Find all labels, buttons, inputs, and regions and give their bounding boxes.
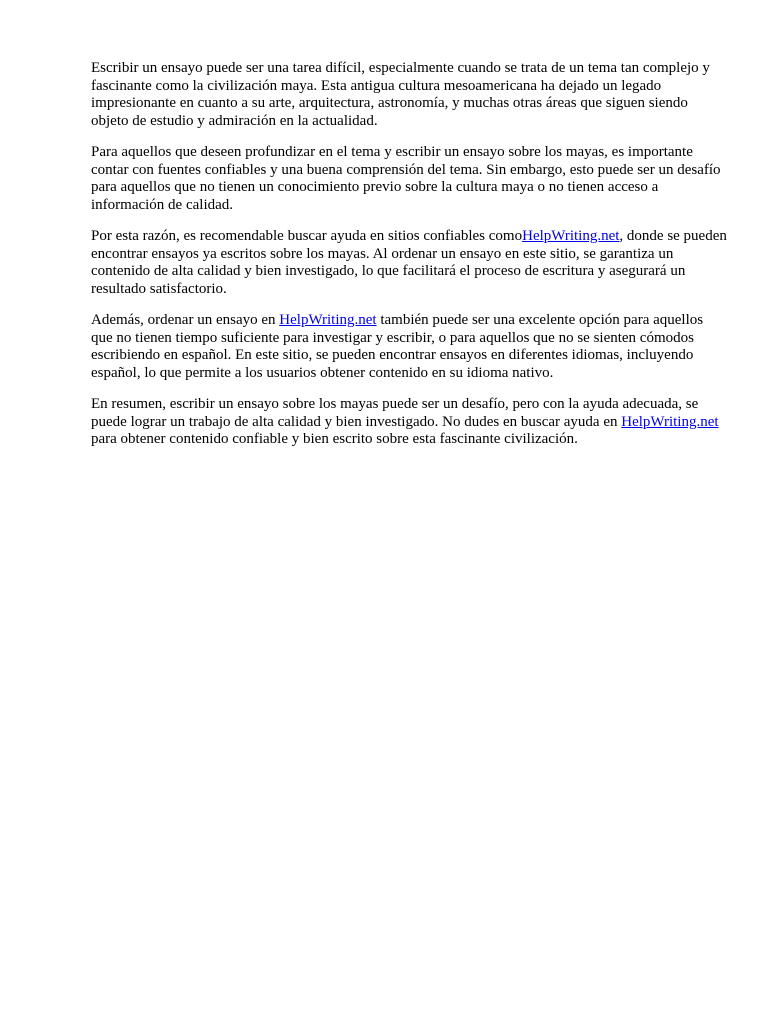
paragraph-text: también puede ser una excelente opción para aquellos que no tienen tiempo suficiente para investigar y escribir, o para aquellos que no se sienten cómodos escribiendo en español. En este sitio, se pueden encontrar ensayos en diferentes idiomas, incluyendo español, lo que permite a los usuarios obtener contenido en su idioma nativo. — [91, 312, 704, 381]
paragraph-recommendation — [91, 228, 727, 298]
helpwriting-link[interactable]: HelpWriting.net — [522, 228, 620, 244]
paragraph-text: Además, ordenar un ensayo en — [91, 312, 280, 328]
helpwriting-link[interactable]: HelpWriting.net — [279, 312, 377, 328]
paragraph-summary — [91, 396, 727, 449]
paragraph-intro: Escribir un ensayo puede ser una tarea difícil, especialmente cuando se trata de un tema tan complejo y fascinante como la civilización maya. Esta antigua cultura mesoamericana ha dejado un legado impresionante en cuanto a su arte, arquitectura, astronomía, y muchas otras áreas que siguen siendo objeto de estudio y admiración en la actualidad. — [91, 60, 710, 129]
helpwriting-link[interactable]: HelpWriting.net — [621, 413, 719, 430]
paragraph-sources: Para aquellos que deseen profundizar en el tema y escribir un ensayo sobre los mayas, es importante contar con fuentes confiables y una buena comprensión del tema. Sin embargo, esto puede ser un desafío para aquellos que no tienen un conocimiento previo sobre la cultura maya o no tienen acceso a información de calidad. — [91, 144, 721, 213]
paragraph-ordering — [91, 312, 727, 382]
paragraph-text: Por esta razón, es recomendable buscar ayuda en sitios confiables como — [91, 228, 523, 244]
paragraph-text: para obtener contenido confiable y bien escrito sobre esta fascinante civilización. — [91, 431, 578, 447]
paragraph-text: , donde se pueden encontrar ensayos ya escritos sobre los mayas. Al ordenar un ensayo en este sitio, se garantiza un contenido de alta calidad y bien investigado, lo que facilitará el proceso de escritura y asegurará un resultado satisfactorio. — [91, 228, 727, 297]
paragraph-text: En resumen, escribir un ensayo sobre los mayas puede ser un desafío, pero con la ayuda adecuada, se puede lograr un trabajo de alta calidad y bien investigado. No dudes en buscar ayuda en — [91, 396, 699, 430]
document-body — [91, 60, 727, 463]
